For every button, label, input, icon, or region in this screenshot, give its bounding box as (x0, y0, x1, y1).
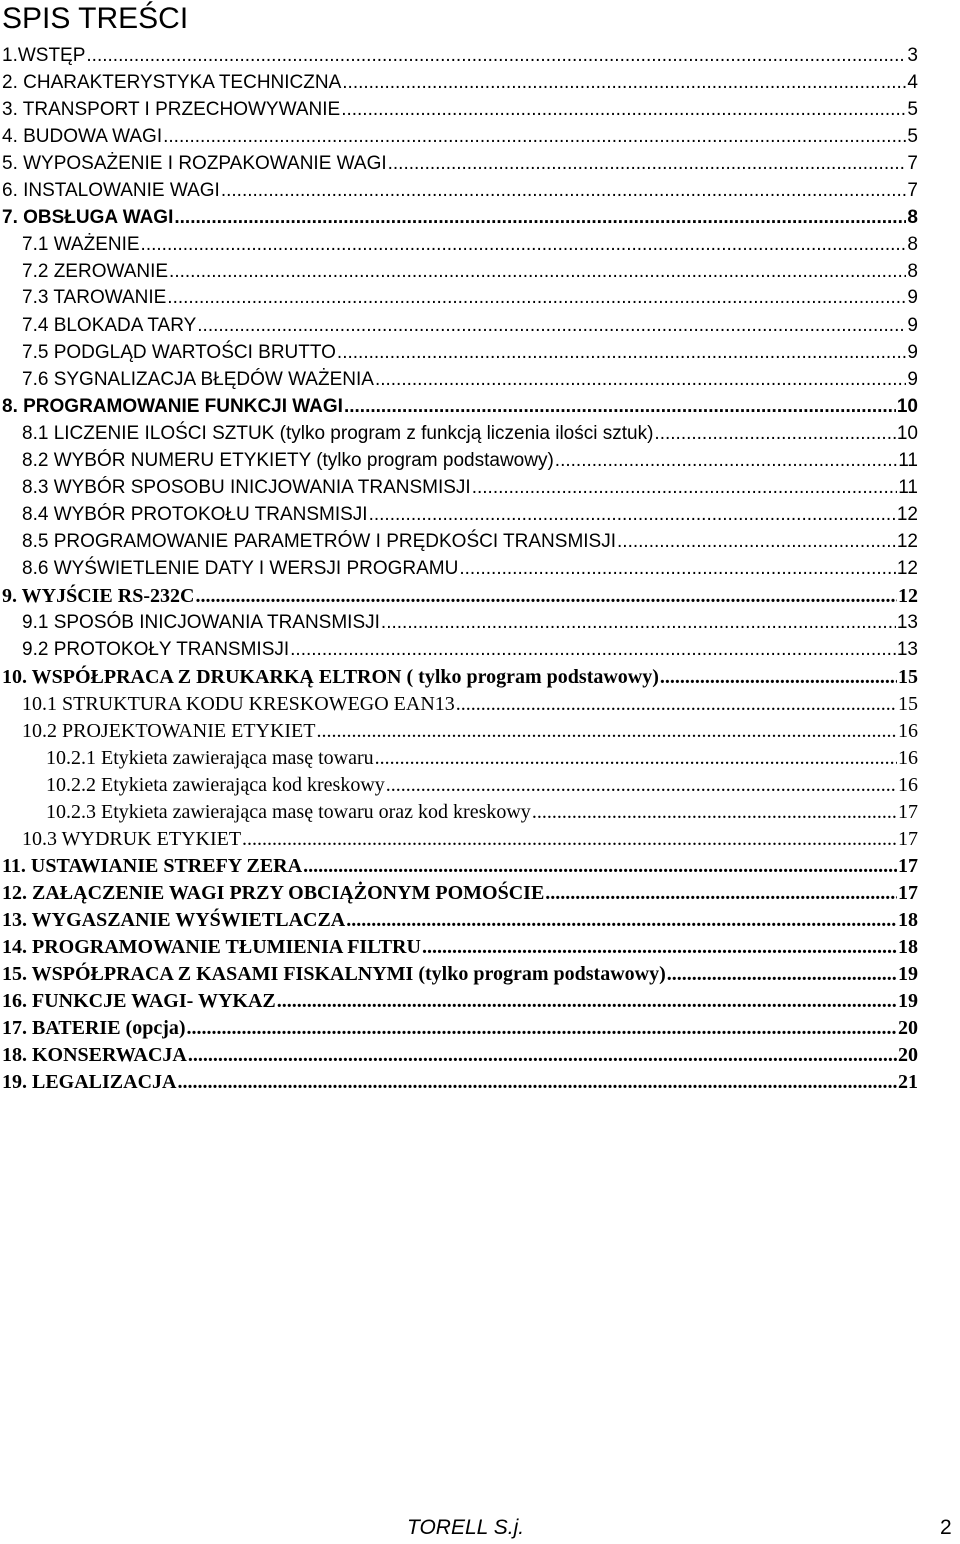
toc-entry-page: 5 (907, 99, 918, 120)
toc-entry-page: 13 (896, 612, 918, 633)
toc-dot-leader (163, 126, 906, 148)
toc-entry-page: 10 (896, 423, 918, 444)
toc-dot-leader (346, 909, 897, 932)
toc-entry[interactable] (22, 531, 918, 553)
toc-entry[interactable] (22, 423, 918, 445)
toc-entry-label: 14. PROGRAMOWANIE TŁUMIENIA FILTRU (2, 936, 421, 958)
toc-dot-leader (174, 207, 906, 229)
toc-entry[interactable] (22, 234, 918, 256)
toc-entry-label: 8.2 WYBÓR NUMERU ETYKIETY (tylko program podstawowy) (22, 450, 554, 471)
toc-dot-leader (667, 963, 897, 986)
toc-entry-page: 18 (898, 936, 918, 958)
toc-entry-page: 11 (898, 450, 918, 471)
toc-dot-leader (660, 666, 897, 689)
toc-entry-label: 8. PROGRAMOWANIE FUNKCJI WAGI (2, 396, 343, 417)
toc-entry-label: 8.3 WYBÓR SPOSOBU INICJOWANIA TRANSMISJI (22, 477, 471, 498)
toc-entry-page: 12 (896, 504, 918, 525)
toc-entry-page: 16 (898, 720, 918, 742)
toc-entry[interactable] (22, 477, 918, 499)
toc-dot-leader (459, 558, 895, 580)
toc-dot-leader (341, 99, 906, 121)
toc-entry-label: 7.4 BLOKADA TARY (22, 315, 197, 336)
toc-entry-page: 12 (896, 531, 918, 552)
toc-entry-page: 17 (898, 828, 918, 850)
toc-entry-page: 18 (898, 909, 918, 931)
toc-entry-label: 7.1 WAŻENIE (22, 234, 140, 255)
toc-entry[interactable] (2, 72, 918, 94)
toc-entry-label: 10.2.1 Etykieta zawierająca masę towaru (46, 747, 374, 769)
toc-dot-leader (472, 477, 898, 499)
toc-entry-page: 17 (898, 882, 918, 904)
toc-entry-label: 9.2 PROTOKOŁY TRANSMISJI (22, 639, 290, 660)
toc-entry-page: 15 (898, 666, 918, 688)
toc-dot-leader (375, 369, 906, 391)
toc-dot-leader (167, 287, 906, 309)
toc-entry-label: 13. WYGASZANIE WYŚWIETLACZA (2, 909, 346, 931)
toc-dot-leader (369, 504, 896, 526)
toc-entry[interactable] (2, 666, 918, 689)
toc-entry-label: 10. WSPÓŁPRACA Z DRUKARKĄ ELTRON ( tylko program podstawowy) (2, 666, 659, 688)
toc-entry[interactable] (22, 720, 918, 743)
toc-entry-page: 20 (898, 1044, 918, 1066)
toc-entry-page: 9 (907, 315, 918, 336)
toc-entry-label: 17. BATERIE (opcja) (2, 1017, 186, 1039)
toc-entry[interactable] (22, 369, 918, 391)
toc-dot-leader (344, 396, 896, 418)
toc-entry[interactable] (2, 882, 918, 905)
toc-entry-label: 5. WYPOSAŻENIE I ROZPAKOWANIE WAGI (2, 153, 387, 174)
toc-entry-label: 7.6 SYGNALIZACJA BŁĘDÓW WAŻENIA (22, 369, 374, 390)
toc-entry-page: 8 (907, 261, 918, 282)
toc-entry-page: 7 (907, 153, 918, 174)
toc-entry[interactable] (22, 315, 918, 337)
toc-entry-page: 17 (898, 801, 918, 823)
toc-entry[interactable] (2, 126, 918, 148)
footer-company: TORELL S.j. (407, 1516, 525, 1539)
toc-entry-label: 10.2.3 Etykieta zawierająca masę towaru oraz kod kreskowy (46, 801, 531, 823)
toc-dot-leader (177, 1071, 897, 1094)
toc-dot-leader (197, 315, 906, 337)
toc-entry-page: 20 (898, 1017, 918, 1039)
toc-entry-page: 19 (898, 963, 918, 985)
toc-entry-label: 16. FUNKCJE WAGI- WYKAZ (2, 990, 276, 1012)
toc-entry[interactable] (46, 774, 918, 797)
toc-entry-label: 10.2 PROJEKTOWANIE ETYKIET (22, 720, 316, 742)
toc-entry-page: 9 (907, 287, 918, 308)
toc-entry-page: 9 (907, 342, 918, 363)
toc-dot-leader (381, 612, 896, 634)
toc-dot-leader (187, 1017, 897, 1040)
toc-entry-label: 9. WYJŚCIE RS-232C (2, 585, 195, 607)
footer-page-number: 2 (940, 1516, 952, 1539)
toc-entry-page: 12 (896, 558, 918, 579)
toc-entry[interactable] (22, 558, 918, 580)
toc-dot-leader (388, 153, 907, 175)
toc-entry-page: 13 (896, 639, 918, 660)
toc-entry-page: 5 (907, 126, 918, 147)
toc-entry[interactable] (2, 99, 918, 121)
toc-entry-label: 1.WSTĘP (2, 45, 86, 66)
toc-entry-page: 16 (898, 774, 918, 796)
toc-entry-label: 7.3 TAROWANIE (22, 287, 167, 308)
toc-entry-label: 9.1 SPOSÓB INICJOWANIA TRANSMISJI (22, 612, 380, 633)
toc-entry-label: 11. USTAWIANIE STREFY ZERA (2, 855, 303, 877)
toc-entry[interactable] (2, 990, 918, 1013)
toc-dot-leader (195, 585, 897, 608)
toc-entry-page: 8 (907, 234, 918, 255)
toc-entry-page: 21 (898, 1071, 918, 1093)
toc-dot-leader (317, 720, 898, 743)
toc-entry[interactable] (2, 1017, 918, 1040)
toc-entry-label: 8.5 PROGRAMOWANIE PARAMETRÓW I PRĘDKOŚCI TRANSMISJI (22, 531, 617, 552)
toc-entry-label: 19. LEGALIZACJA (2, 1071, 177, 1093)
toc-dot-leader (617, 531, 896, 553)
toc-entry[interactable] (2, 153, 918, 175)
toc-entry-label: 2. CHARAKTERYSTYKA TECHNICZNA (2, 72, 342, 93)
toc-entry-label: 12. ZAŁĄCZENIE WAGI PRZY OBCIĄŻONYM POMOŚCIE (2, 882, 545, 904)
toc-entry[interactable] (22, 504, 918, 526)
toc-entry-label: 18. KONSERWACJA (2, 1044, 187, 1066)
toc-entry-page: 15 (898, 693, 918, 715)
toc-dot-leader (337, 342, 907, 364)
toc-entry-page: 12 (898, 585, 918, 607)
toc-entry[interactable] (46, 747, 918, 770)
toc-dot-leader (141, 234, 907, 256)
toc-entry[interactable] (22, 287, 918, 309)
toc-entry[interactable] (22, 693, 918, 716)
toc-dot-leader (422, 936, 897, 959)
toc-entry-label: 10.3 WYDRUK ETYKIET (22, 828, 242, 850)
toc-dot-leader (456, 693, 897, 716)
toc-entry-label: 3. TRANSPORT I PRZECHOWYWANIE (2, 99, 341, 120)
toc-entry[interactable] (2, 1071, 918, 1094)
toc-entry[interactable] (22, 639, 918, 661)
toc-dot-leader (654, 423, 895, 445)
toc-entry-label: 4. BUDOWA WAGI (2, 126, 163, 147)
toc-entry-label: 15. WSPÓŁPRACA Z KASAMI FISKALNYMI (tylko program podstawowy) (2, 963, 666, 985)
toc-entry-page: 17 (898, 855, 918, 877)
toc-entry-label: 6. INSTALOWANIE WAGI (2, 180, 220, 201)
toc-entry[interactable] (2, 936, 918, 959)
toc-dot-leader (555, 450, 897, 472)
toc-entry[interactable] (22, 261, 918, 283)
toc-entry-page: 16 (898, 747, 918, 769)
toc-entry-label: 8.1 LICZENIE ILOŚCI SZTUK (tylko program z funkcją liczenia ilości sztuk) (22, 423, 654, 444)
toc-entry[interactable] (2, 1044, 918, 1067)
toc-entry-page: 19 (898, 990, 918, 1012)
toc-entry-label: 7.5 PODGLĄD WARTOŚCI BRUTTO (22, 342, 336, 363)
toc-dot-leader (545, 882, 897, 905)
toc-entry-page: 8 (907, 207, 918, 228)
toc-entry[interactable] (46, 801, 918, 824)
toc-entry[interactable] (2, 585, 918, 608)
toc-entry[interactable] (22, 342, 918, 364)
toc-dot-leader (188, 1044, 897, 1067)
toc-entry-label: 8.4 WYBÓR PROTOKOŁU TRANSMISJI (22, 504, 368, 525)
toc-entry[interactable] (2, 180, 918, 202)
toc-dot-leader (290, 639, 896, 661)
toc-entry[interactable] (2, 207, 918, 229)
toc-entry-page: 4 (907, 72, 918, 93)
toc-entry-page: 9 (907, 369, 918, 390)
toc-entry-label: 7.2 ZEROWANIE (22, 261, 169, 282)
toc-entry-label: 10.2.2 Etykieta zawierająca kod kreskowy (46, 774, 385, 796)
toc-dot-leader (303, 855, 897, 878)
toc-entry-page: 7 (907, 180, 918, 201)
toc-dot-leader (386, 774, 897, 797)
toc-entry[interactable] (22, 612, 918, 634)
toc-dot-leader (342, 72, 906, 94)
toc-dot-leader (532, 801, 897, 824)
toc-entry-label: 10.1 STRUKTURA KODU KRESKOWEGO EAN13 (22, 693, 455, 715)
toc-entry-page: 3 (907, 45, 918, 66)
toc-entry-label: 8.6 WYŚWIETLENIE DATY I WERSJI PROGRAMU (22, 558, 459, 579)
toc-entry-page: 10 (896, 396, 918, 417)
toc-dot-leader (277, 990, 897, 1013)
toc-entry-page: 11 (898, 477, 918, 498)
page-title: SPIS TREŚCI (2, 2, 189, 35)
toc-entry[interactable] (22, 828, 918, 851)
toc-dot-leader (242, 828, 897, 851)
toc-dot-leader (169, 261, 906, 283)
toc-dot-leader (86, 45, 906, 67)
toc-entry[interactable] (2, 855, 918, 878)
toc-entry[interactable] (22, 450, 918, 472)
toc-entry[interactable] (2, 963, 918, 986)
toc-entry-label: 7. OBSŁUGA WAGI (2, 207, 174, 228)
toc-entry[interactable] (2, 45, 918, 67)
toc-entry[interactable] (2, 396, 918, 418)
toc-dot-leader (221, 180, 907, 202)
toc-entry[interactable] (2, 909, 918, 932)
toc-dot-leader (375, 747, 897, 770)
